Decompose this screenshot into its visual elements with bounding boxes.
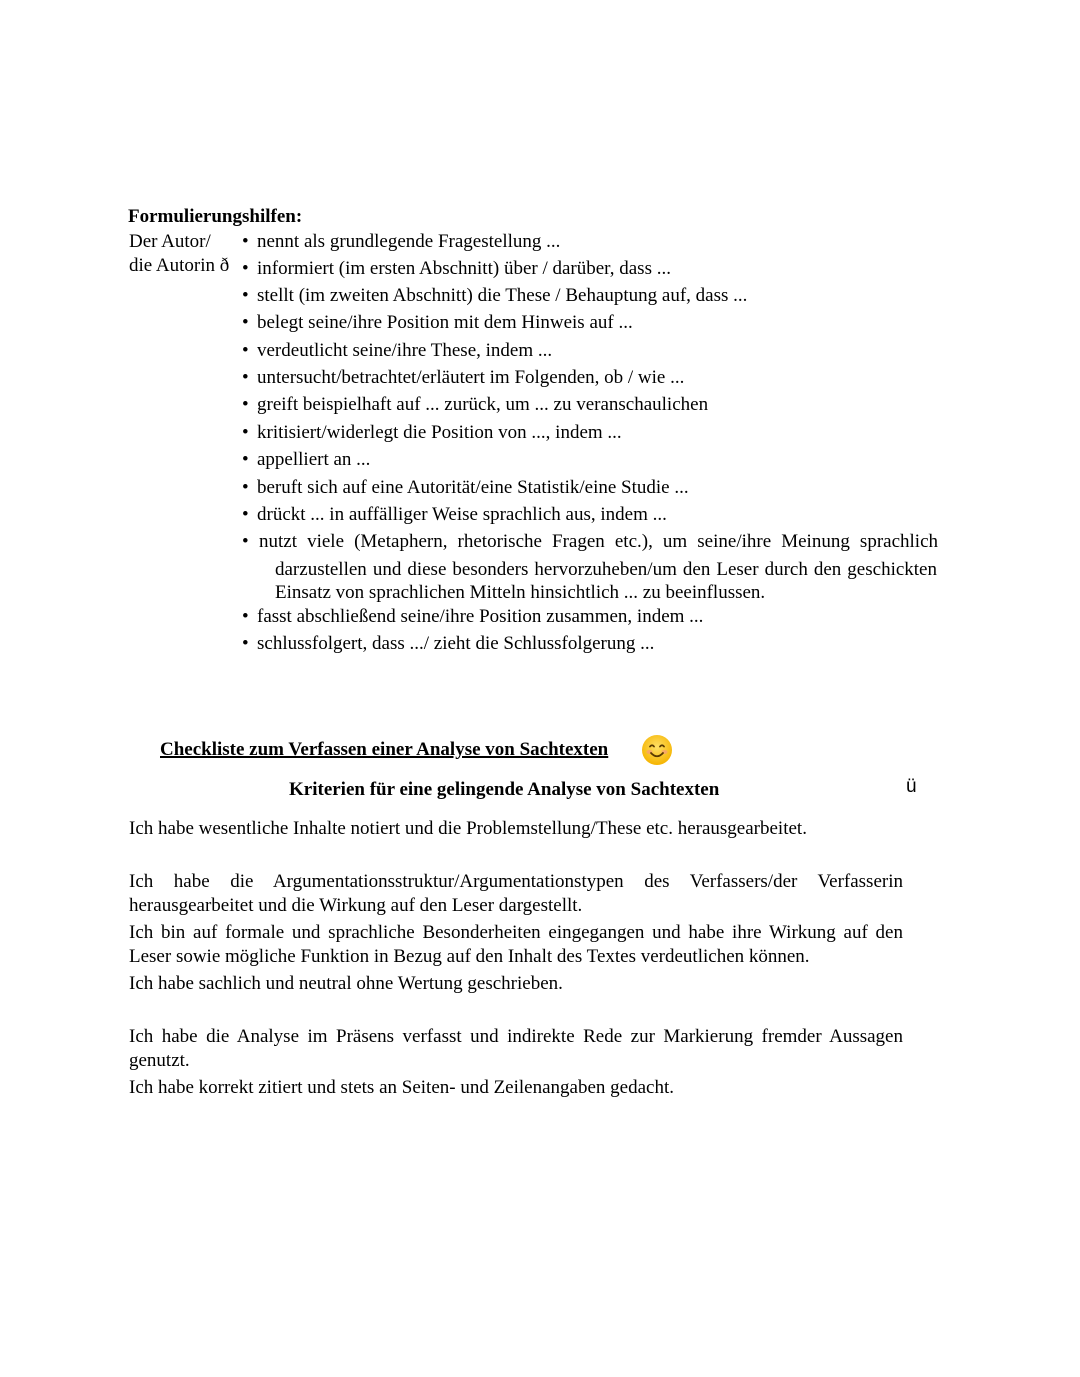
bullet-text: schlussfolgert, dass .../ zieht die Schlussfolgerung ... xyxy=(257,633,655,654)
bullet-dot-icon: • xyxy=(242,285,249,306)
criterion-item: Ich habe wesentliche Inhalte notiert und die Problemstellung/These etc. herausgearbeitet. xyxy=(129,818,807,839)
criterion-item: Ich bin auf formale und sprachliche Besonderheiten eingegangen und habe ihre Wirkung auf den Leser sowie mögliche Funktion in Bezug auf den Inhalt des Textes verdeutlichen können. xyxy=(129,922,903,967)
criterion-item: Ich habe die Argumentationsstruktur/Argumentationstypen des Verfassers/der Verfasserin herausgearbeitet und die Wirkung auf den Leser dargestellt. xyxy=(129,871,903,916)
bullet-dot-icon: • xyxy=(242,422,249,443)
smiling-face-emoji-icon xyxy=(641,734,673,766)
criterion-item: Ich habe sachlich und neutral ohne Wertung geschrieben. xyxy=(129,973,563,994)
bullet-dot-icon: • xyxy=(242,477,249,498)
bullet-dot-icon: • xyxy=(242,231,249,252)
subject-line-2: die Autorin ð xyxy=(129,255,230,276)
checklist-subtitle: Kriterien für eine gelingende Analyse von Sachtexten xyxy=(289,779,720,800)
bullet-continuation xyxy=(275,558,937,604)
bullet-text: greift beispielhaft auf ... zurück, um ... zu veranschaulichen xyxy=(257,394,709,415)
bullet-dot-icon: • xyxy=(242,504,249,525)
bullet-text: kritisiert/widerlegt die Position von ..., indem ... xyxy=(257,422,622,443)
bullet-dot-icon: • xyxy=(242,312,249,333)
criterion-item: Ich habe die Analyse im Präsens verfasst und indirekte Rede zur Markierung fremder Aussagen genutzt. xyxy=(129,1026,903,1071)
checklist-title: Checkliste zum Verfassen einer Analyse von Sachtexten xyxy=(160,739,609,760)
bullet-dot-icon: • xyxy=(242,340,249,361)
bullet-text: informiert (im ersten Abschnitt) über / darüber, dass ... xyxy=(257,258,671,279)
bullet-text: beruft sich auf eine Autorität/eine Statistik/eine Studie ... xyxy=(257,477,689,498)
bullet-text: drückt ... in auffälliger Weise sprachlich aus, indem ... xyxy=(257,504,667,525)
check-symbol: ü xyxy=(906,776,917,797)
bullet-text: nutzt viele (Metaphern, rhetorische Fragen etc.), um seine/ihre Meinung sprachlich xyxy=(259,531,938,552)
bullet-text: fasst abschließend seine/ihre Position zusammen, indem ... xyxy=(257,606,704,627)
bullet-dot-icon: • xyxy=(242,606,249,627)
bullet-dot-icon: • xyxy=(242,367,249,388)
subject-line-1: Der Autor/ xyxy=(129,231,211,252)
bullet-dot-icon: • xyxy=(242,394,249,415)
bullet-text: belegt seine/ihre Position mit dem Hinweis auf ... xyxy=(257,312,633,333)
bullet-dot-icon: • xyxy=(242,531,249,552)
criterion-item: Ich habe korrekt zitiert und stets an Seiten- und Zeilenangaben gedacht. xyxy=(129,1077,674,1098)
bullet-continuation-text: darzustellen und diese besonders hervorzuheben/um den Leser durch den geschickten Einsatz von sprachlichen Mitteln hinsichtlich ... zu beeinflussen. xyxy=(275,559,937,603)
bullet-dot-icon: • xyxy=(242,449,249,470)
bullet-text: nennt als grundlegende Fragestellung ... xyxy=(257,231,561,252)
heading-formulierungshilfen: Formulierungshilfen: xyxy=(128,206,303,227)
bullet-text: untersucht/betrachtet/erläutert im Folgenden, ob / wie ... xyxy=(257,367,685,388)
bullet-text: stellt (im zweiten Abschnitt) die These / Behauptung auf, dass ... xyxy=(257,285,748,306)
bullet-dot-icon: • xyxy=(242,633,249,654)
bullet-text: appelliert an ... xyxy=(257,449,371,470)
bullet-text: verdeutlicht seine/ihre These, indem ... xyxy=(257,340,553,361)
bullet-dot-icon: • xyxy=(242,258,249,279)
